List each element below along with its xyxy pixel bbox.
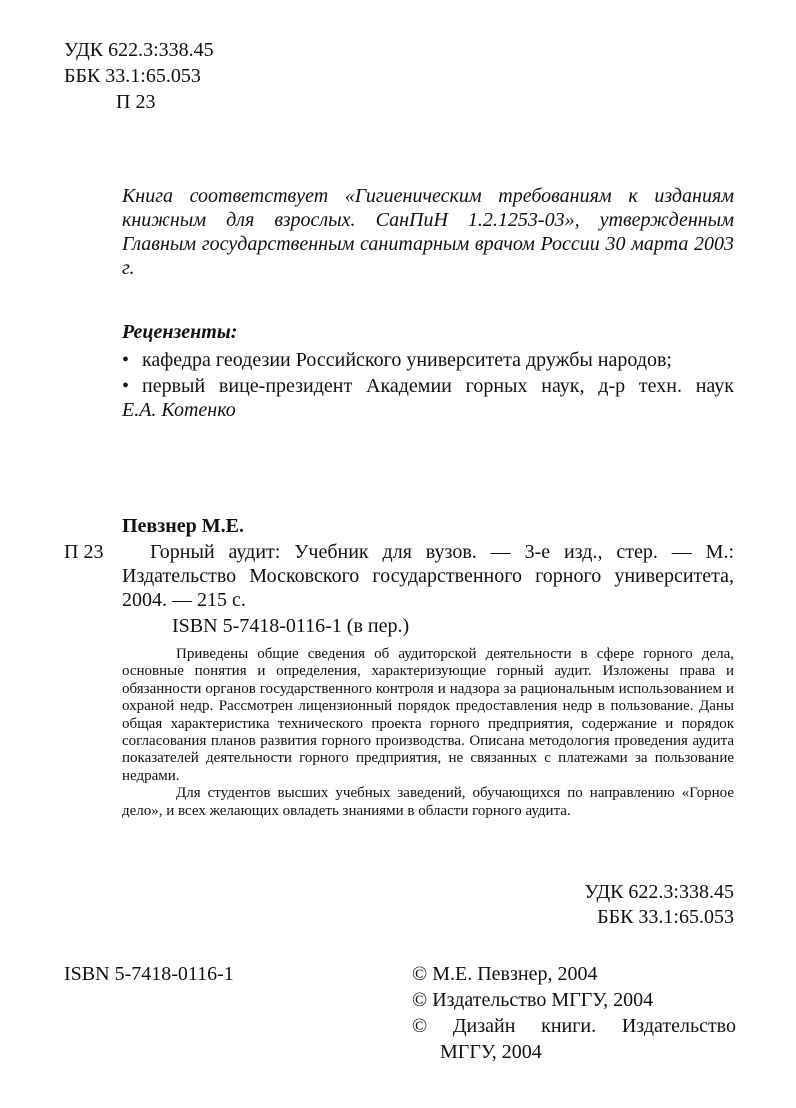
udk-code-bottom: УДК 622.3:338.45 xyxy=(584,881,734,903)
reviewer-text: первый вице-президент Академии горных наук, д-р техн. наук xyxy=(142,375,734,397)
udk-code: УДК 622.3:338.45 xyxy=(64,39,214,61)
bullet-icon: • xyxy=(122,375,130,397)
copyright-block xyxy=(412,962,736,1064)
abstract-paragraph: Приведены общие сведения об аудиторской деятельности в сфере горного дела, основные понятия и определения, характеризующие горный аудит. Изложены права и обязанности органов государственного контроля и надзора за рациональным использованием и охраной недр. Рассмотрен лицензионный порядок предоставления недр в пользование. Даны общая характеристика технического проекта горного предприятия, содержание и порядок согласования планов развития горного производства. Описана методология проведения аудита показателей деятельности горного предприятия, не связанных с платежами за пользование недрами. xyxy=(122,646,734,784)
copyright-line: © Издательство МГГУ, 2004 xyxy=(412,989,654,1011)
reviewer-item xyxy=(122,374,734,398)
copyright-line: © М.Е. Певзнер, 2004 xyxy=(412,963,598,985)
bibliographic-description: Горный аудит: Учебник для вузов. — 3-е изд., стер. — М.: Издательство Московского государственного горного университета, 2004. — 215 с. xyxy=(122,541,734,611)
copyright-line: © Дизайн книги. Издательство xyxy=(412,1015,736,1037)
compliance-note: Книга соответствует «Гигиеническим требованиям к изданиям книжным для взрослых. СанПиН 1.2.1253-03», утвержденным Главным государственным санитарным врачом России 30 марта 2003 г. xyxy=(122,185,734,279)
author-code-entry: П 23 xyxy=(64,541,104,563)
copyright-line-continuation: МГГУ, 2004 xyxy=(440,1041,542,1063)
author-code: П 23 xyxy=(116,91,156,113)
bullet-icon: • xyxy=(122,349,130,371)
isbn-footer: ISBN 5-7418-0116-1 xyxy=(64,963,234,985)
abstract-paragraph: Для студентов высших учебных заведений, обучающихся по направлению «Горное дело», и всех желающих овладеть знаниями в области горного аудита. xyxy=(122,785,734,819)
reviewer-item xyxy=(122,348,742,372)
author-name: Певзнер М.Е. xyxy=(122,515,245,537)
reviewers-heading: Рецензенты: xyxy=(122,321,238,343)
bbk-code-bottom: ББК 33.1:65.053 xyxy=(597,906,734,928)
reviewer-name: Е.А. Котенко xyxy=(122,399,236,421)
isbn-entry: ISBN 5-7418-0116-1 (в пер.) xyxy=(172,615,410,637)
bbk-code: ББК 33.1:65.053 xyxy=(64,65,201,87)
abstract xyxy=(122,646,734,820)
reviewer-text: кафедра геодезии Российского университета дружбы народов; xyxy=(142,349,672,371)
